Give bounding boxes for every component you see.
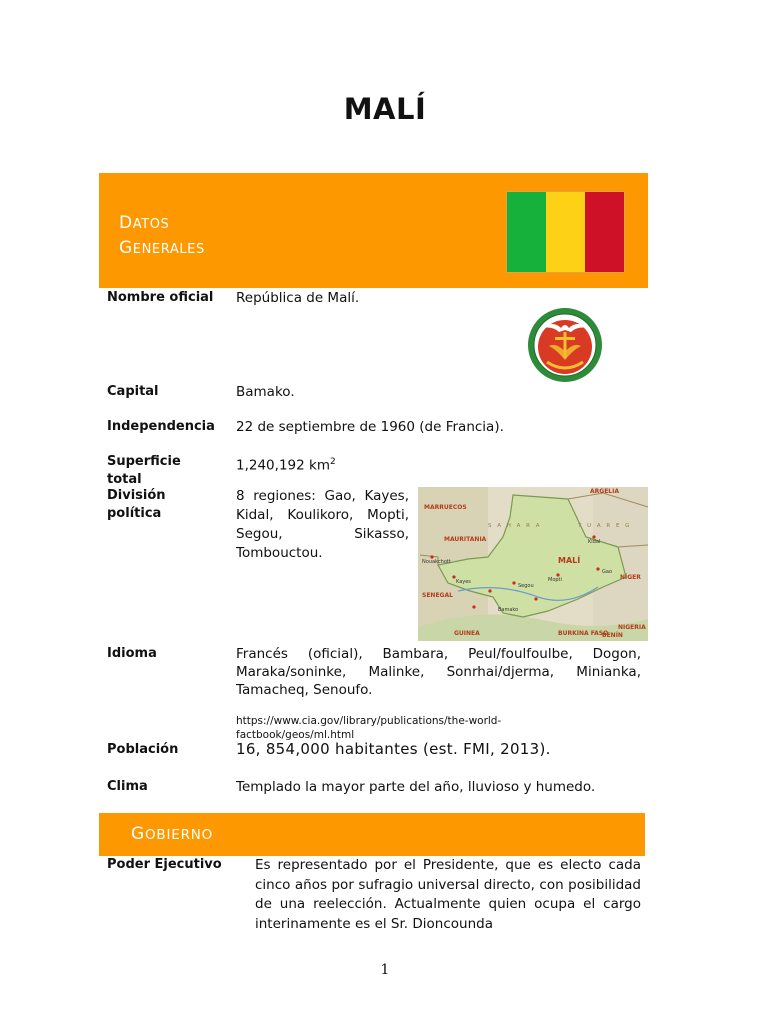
label-capital: Capital (107, 384, 159, 399)
map-label-mali: MALÍ (558, 556, 581, 565)
flag-stripe-green (507, 192, 546, 272)
map-city-bamako: Bamako (498, 607, 519, 613)
mali-flag (506, 191, 625, 273)
page-number: 1 (380, 962, 390, 978)
label-division: División política (107, 488, 166, 521)
map-label-marruecos: MARRUECOS (424, 504, 467, 511)
map-city-kidal: Kidal (588, 539, 601, 545)
flag-stripe-yellow (546, 192, 585, 272)
map-label-nigeria: NIGERIA (618, 624, 646, 631)
map-label-sahara: S A H A R A (488, 523, 542, 529)
label-superficie: Superficie total (107, 454, 181, 487)
value-superficie: 1,240,192 $km^2$ (236, 457, 336, 474)
label-poblacion: Población (107, 742, 179, 757)
value-poder-ejecutivo: Es representado por el Presidente, que es electo cada cinco años por sufragio universal directo, con posibilidad de una reelección. Actualmente quien ocupa el cargo interinamente es el Sr. Dioncounda (255, 857, 641, 932)
map-label-senegal: SENEGAL (422, 592, 453, 599)
flag-stripe-red (585, 192, 624, 272)
datos-generales-heading: DATOS GENERALES (119, 213, 205, 258)
map-label-tuareg: T U A R E G (578, 523, 632, 529)
map-label-niger: NÍGER (620, 574, 641, 581)
map-city-gao: Gao (602, 569, 612, 575)
mali-coat-of-arms (527, 306, 603, 384)
label-nombre-oficial: Nombre oficial (107, 290, 214, 305)
value-clima: Templado la mayor parte del año, lluvioso y humedo. (236, 779, 596, 795)
page-title: MALÍ (343, 92, 427, 126)
map-city-mopti: Mopti (548, 577, 562, 583)
value-capital: Bamako. (236, 384, 295, 400)
map-label-argelia: ARGELIA (590, 488, 619, 495)
map-city-nouakchott: Nouakchott (422, 559, 451, 565)
map-label-benin: BENÍN (602, 632, 623, 639)
mali-map (418, 487, 648, 641)
gobierno-heading: GOBIERNO (131, 824, 214, 844)
value-idioma: Francés (oficial), Bambara, Peul/foulfoulbe, Dogon, Maraka/soninke, Malinke, Sonrhai/djerma, Minianka, Tamacheq, Senoufo. (236, 646, 641, 698)
map-city-kayes: Kayes (456, 579, 471, 585)
source-url[interactable]: https://www.cia.gov/library/publications/the-world-factbook/geos/ml.html (236, 715, 502, 741)
map-city-segou: Segou (518, 583, 534, 589)
map-label-guinea: GUINEA (454, 630, 480, 637)
gobierno-banner (99, 813, 645, 856)
label-clima: Clima (107, 779, 148, 794)
value-poblacion: 16, 854,000 habitantes (est. FMI, 2013). (236, 740, 551, 758)
value-independencia: 22 de septiembre de 1960 (de Francia). (236, 419, 504, 435)
value-nombre-oficial: República de Malí. (236, 290, 360, 306)
label-idioma: Idioma (107, 646, 157, 661)
map-label-mauritania: MAURITANIA (444, 536, 487, 543)
map-label-burkina: BURKINA FASO (558, 630, 609, 637)
label-independencia: Independencia (107, 419, 215, 434)
label-poder-ejecutivo: Poder Ejecutivo (107, 857, 222, 872)
value-division: 8 regiones: Gao, Kayes, Kidal, Koulikoro, Mopti, Segou, Sikasso, Tombouctou. (236, 488, 409, 561)
